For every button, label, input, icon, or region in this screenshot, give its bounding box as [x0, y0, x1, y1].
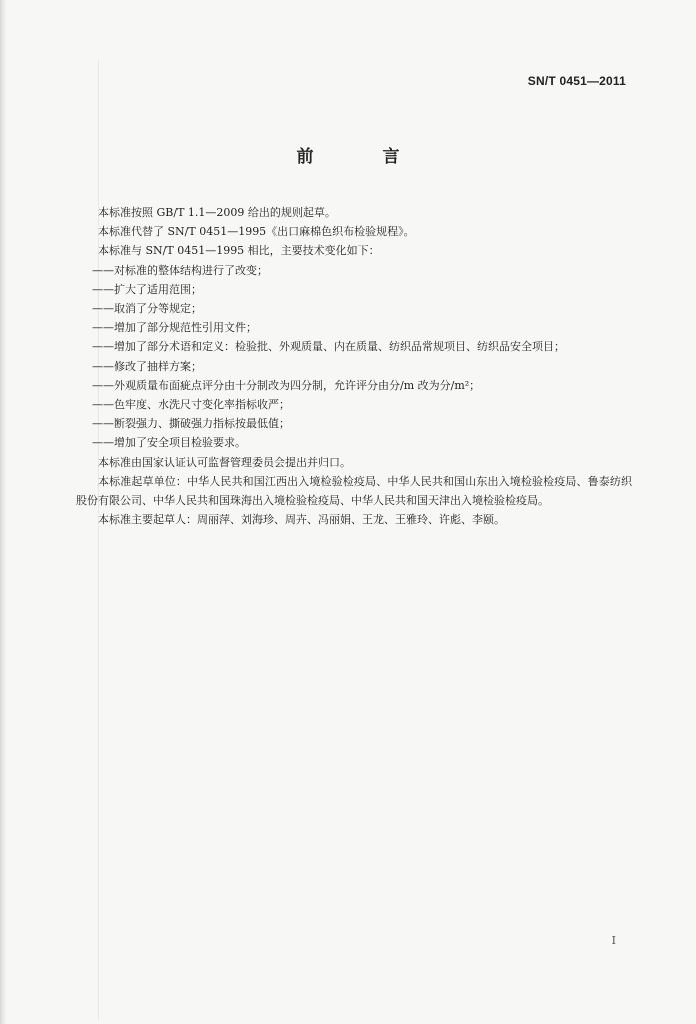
paragraph-changes-intro: 本标准与 SN/T 0451—1995 相比，主要技术变化如下： — [98, 244, 380, 258]
change-item: ——增加了安全项目检验要求。 — [92, 436, 246, 450]
change-item: ——色牢度、水洗尺寸变化率指标收严； — [92, 398, 290, 412]
change-item: ——取消了分等规定； — [92, 302, 202, 316]
change-item: ——增加了部分术语和定义：检验批、外观质量、内在质量、纺织品常规项目、纺织品安全项目； — [92, 340, 565, 354]
document-code: SN/T 0451—2011 — [527, 74, 626, 88]
change-item: ——修改了抽样方案； — [92, 359, 202, 373]
paragraph-drafting-rules: 本标准按照 GB/T 1.1—2009 给出的规则起草。 — [98, 206, 336, 219]
foreword-body — [76, 203, 632, 529]
change-item: ——断裂强力、撕破强力指标按最低值； — [92, 417, 290, 431]
paragraph-replaces: 本标准代替了 SN/T 0451—1995《出口麻棉色织布检验规程》。 — [98, 225, 415, 239]
paragraph-proposed-by: 本标准由国家认证认可监督管理委员会提出并归口。 — [98, 455, 351, 469]
page-number: I — [611, 934, 616, 947]
change-item: ——增加了部分规范性引用文件； — [92, 321, 257, 335]
paragraph-drafting-units: 本标准起草单位：中华人民共和国江西出入境检验检疫局、中华人民共和国山东出入境检验检疫局、鲁泰纺织股份有限公司、中华人民共和国珠海出入境检验检疫局、中华人民共和国天津出入境检验检疫局。 — [76, 474, 632, 508]
change-item: ——扩大了适用范围； — [92, 282, 202, 296]
page-title: 前 言 — [296, 147, 426, 167]
paragraph-drafters: 本标准主要起草人：周丽萍、刘海珍、周卉、冯丽娟、王龙、王雅玲、许彪、李颐。 — [98, 513, 505, 527]
change-item: ——对标准的整体结构进行了改变； — [92, 263, 268, 277]
change-item: ——外观质量布面疵点评分由十分制改为四分制，允许评分由分/m 改为分/m²； — [92, 378, 481, 392]
